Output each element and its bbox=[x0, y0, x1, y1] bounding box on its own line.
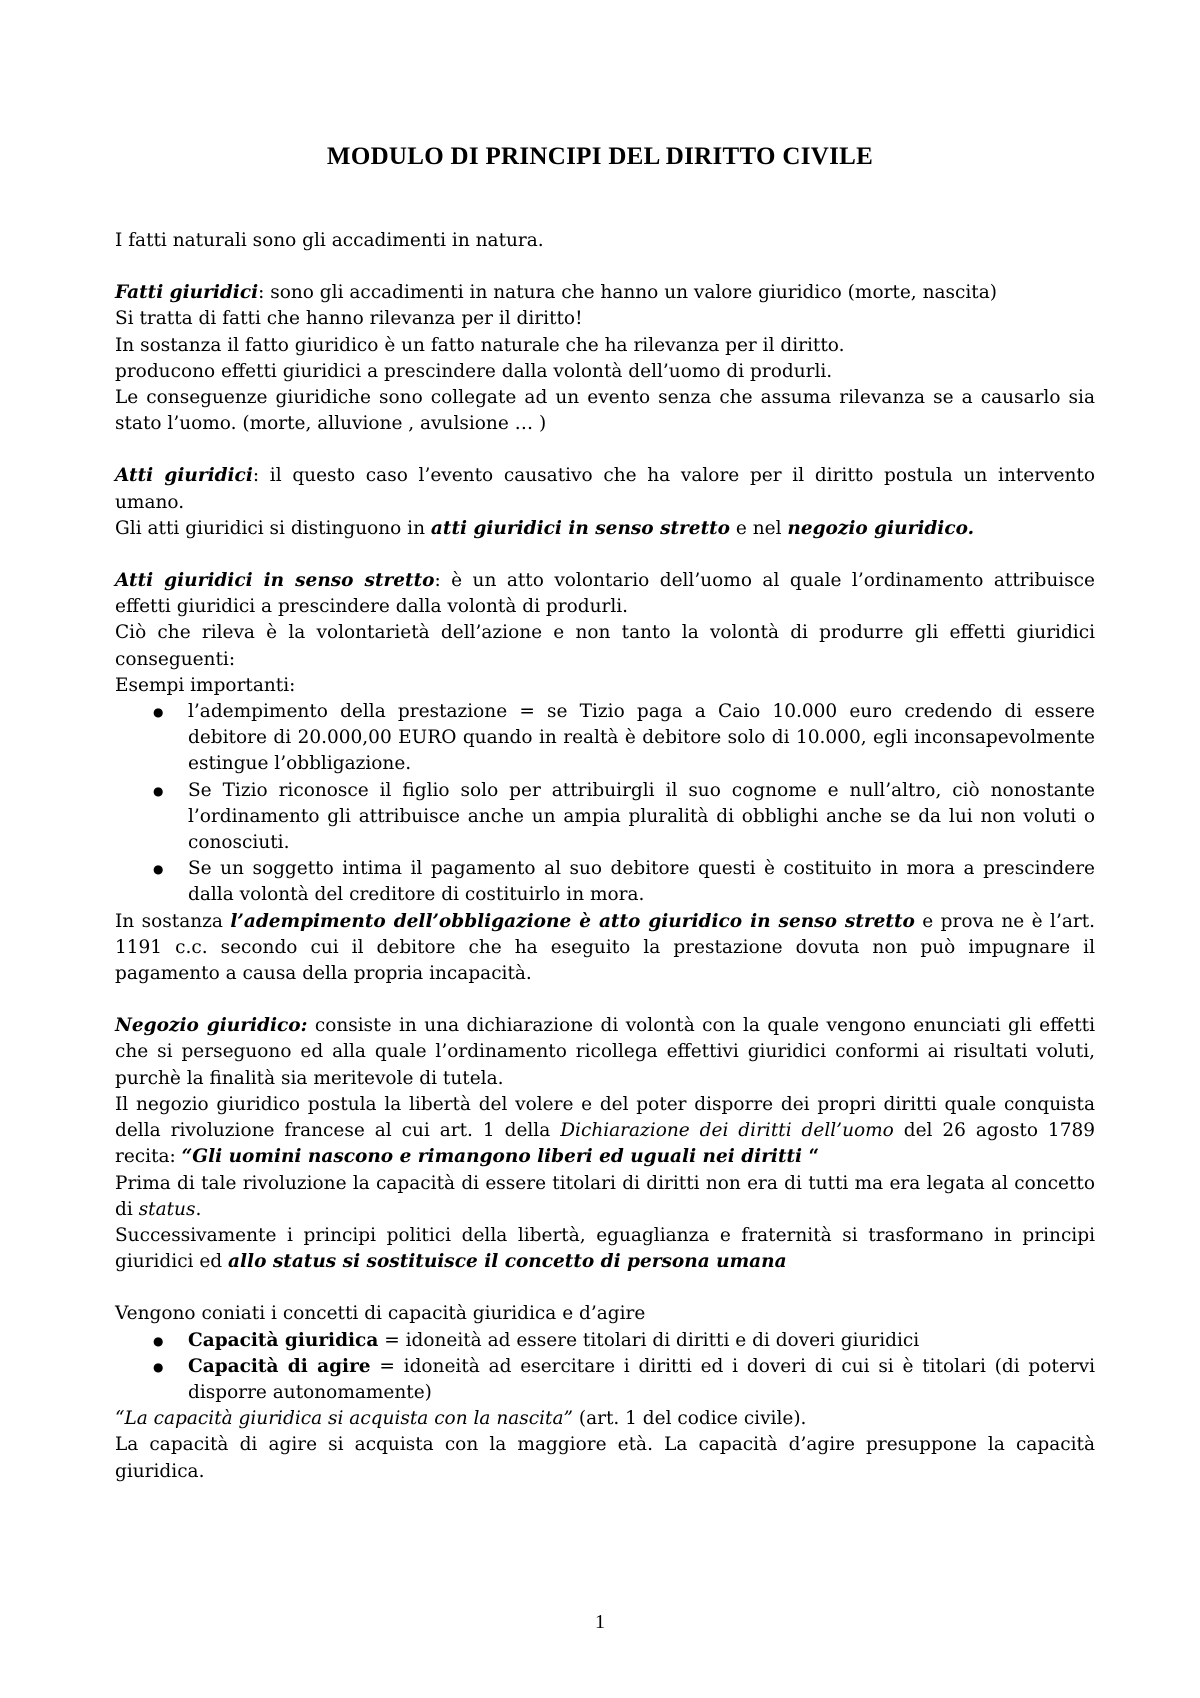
capacita-b1-term: Capacità giuridica bbox=[188, 1329, 379, 1351]
fatti-line-4: producono effetti giuridici a prescindere dalla volontà dell’uomo di produrli. bbox=[115, 360, 833, 382]
capacita-quote-line bbox=[115, 1406, 1095, 1432]
stretto-paragraph bbox=[115, 568, 1095, 620]
negozio-term: Negozio giuridico: bbox=[115, 1015, 308, 1037]
stretto-text: : è un atto volontario dell’uomo al quale l’ordinamento attribuisce effetti giuridici a prescindere dalla volontà di produrli. bbox=[115, 570, 1095, 618]
list-item bbox=[115, 1328, 1095, 1354]
stretto-sa: In sostanza bbox=[115, 910, 231, 932]
capacita-list bbox=[115, 1328, 1095, 1407]
negozio-p3b: status bbox=[138, 1198, 196, 1220]
stretto-summary bbox=[115, 909, 1095, 988]
atti-term: Atti giuridici bbox=[115, 465, 253, 487]
capacita-b2-term: Capacità di agire bbox=[188, 1355, 371, 1377]
fatti-line-3: In sostanza il fatto giuridico è un fatto naturale che ha rilevanza per il diritto. bbox=[115, 334, 845, 356]
atti-l2a: Gli atti giuridici si distinguono in bbox=[115, 517, 431, 539]
stretto-sc: e prova ne è l’art. 1191 c.c. secondo cui il debitore che ha eseguito la prestazione dovuta non può impugnare il pagamento a causa della propria incapacità. bbox=[115, 910, 1096, 985]
stretto-line-2: Ciò che rileva è la volontarietà dell’azione e non tanto la volontà di produrre gli effetti giuridici conseguenti: bbox=[115, 622, 1095, 670]
capacita-quote-ref: (art. 1 del codice civile). bbox=[572, 1408, 807, 1430]
negozio-p4a: Successivamente i principi politici della libertà, eguaglianza e fraternità si trasformano in principi giuridici ed bbox=[115, 1224, 1095, 1273]
negozio-p2c: del 26 agosto 1789 recita: bbox=[115, 1120, 1095, 1168]
page-title: MODULO DI PRINCIPI DEL DIRITTO CIVILE bbox=[326, 143, 874, 170]
list-item: ● l’adempimento della prestazione = se Tizio paga a Caio 10.000 euro credendo di essere debitore di 20.000,00 EURO quando in realtà è debitore solo di 10.000, egli inconsapevolmente estingue l’obbligazione. bbox=[115, 699, 1095, 778]
capacita-b1-text: = idoneità ad essere titolari di diritti e di doveri giuridici bbox=[378, 1329, 920, 1351]
list-item bbox=[115, 1354, 1095, 1406]
negozio-p4b: allo status si sostituisce il concetto di persona umana bbox=[228, 1251, 787, 1273]
negozio-paragraph bbox=[115, 1013, 1095, 1092]
fatti-line-2: Si tratta di fatti che hanno rilevanza per il diritto! bbox=[115, 308, 583, 330]
negozio-p3a: Prima di tale rivoluzione la capacità di essere titolari di diritti non era di tutti ma era legata al concetto di bbox=[115, 1172, 1095, 1220]
atti-l2c: e nel bbox=[730, 517, 788, 539]
negozio-p2e: “ bbox=[802, 1146, 820, 1168]
capacita-quote: “La capacità giuridica si acquista con la nascita” bbox=[115, 1408, 573, 1430]
negozio-para-2 bbox=[115, 1092, 1095, 1171]
negozio-text: consiste in una dichiarazione di volontà con la quale vengono enunciati gli effetti che si perseguono ed alla quale l’ordinamento ricollega effettivi giuridici conformi ai risultati voluti, purchè la finalità sia meritevole di tutela. bbox=[115, 1015, 1095, 1089]
list-item: ● Se Tizio riconosce il figlio solo per attribuirgli il suo cognome e null’altro, ciò nonostante l’ordinamento gli attribuisce anche un ampia pluralità di obblighi anche se da lui non voluti o conosciuti. bbox=[115, 778, 1095, 857]
document-body bbox=[115, 228, 1095, 1485]
stretto-line-3: Esempi importanti: bbox=[115, 674, 296, 696]
atti-l2d: negozio giuridico. bbox=[787, 517, 975, 539]
negozio-p2a: Il negozio giuridico postula la libertà del volere e del poter disporre dei propri diritti quale conquista della rivoluzione francese al cui art. 1 della bbox=[115, 1093, 1095, 1142]
fatti-line-5: Le conseguenze giuridiche sono collegate ad un evento senza che assuma rilevanza se a causarlo sia stato l’uomo. (morte, alluvione , avulsione … ) bbox=[115, 387, 1095, 435]
intro-paragraph: I fatti naturali sono gli accadimenti in natura. bbox=[115, 230, 544, 251]
capacita-intro: Vengono coniati i concetti di capacità giuridica e d’agire bbox=[115, 1303, 646, 1325]
examples-list bbox=[115, 699, 1095, 909]
fatti-text: : sono gli accadimenti in natura che hanno un valore giuridico (morte, nascita) bbox=[258, 282, 997, 304]
negozio-p2d: “Gli uomini nascono e rimangono liberi ed uguali nei diritti bbox=[181, 1146, 803, 1168]
negozio-para-3 bbox=[115, 1171, 1095, 1223]
page-number: 1 bbox=[595, 1611, 605, 1633]
capacita-b2-text: = idoneità ad esercitare i diritti ed i doveri di cui si è titolari (di potervi disporre autonomamente) bbox=[188, 1355, 1095, 1403]
negozio-p2b: Dichiarazione dei diritti dell’uomo bbox=[560, 1120, 894, 1142]
atti-text: : il questo caso l’evento causativo che ha valore per il diritto postula un intervento umano. bbox=[115, 465, 1095, 513]
atti-paragraph bbox=[115, 463, 1095, 515]
stretto-term: Atti giuridici in senso stretto bbox=[115, 570, 435, 592]
stretto-sb: l’adempimento dell’obbligazione è atto giuridico in senso stretto bbox=[230, 910, 915, 932]
atti-line-2 bbox=[115, 516, 1095, 542]
atti-l2b: atti giuridici in senso stretto bbox=[430, 517, 730, 539]
capacita-last: La capacità di agire si acquista con la maggiore età. La capacità d’agire presuppone la capacità giuridica. bbox=[115, 1434, 1095, 1482]
fatti-paragraph bbox=[115, 280, 1095, 306]
negozio-para-4 bbox=[115, 1223, 1095, 1275]
list-item: ● Se un soggetto intima il pagamento al suo debitore questi è costituito in mora a prescindere dalla volontà del creditore di costituirlo in mora. bbox=[115, 856, 1095, 908]
negozio-p3c: . bbox=[195, 1198, 202, 1220]
fatti-term: Fatti giuridici bbox=[115, 282, 259, 304]
